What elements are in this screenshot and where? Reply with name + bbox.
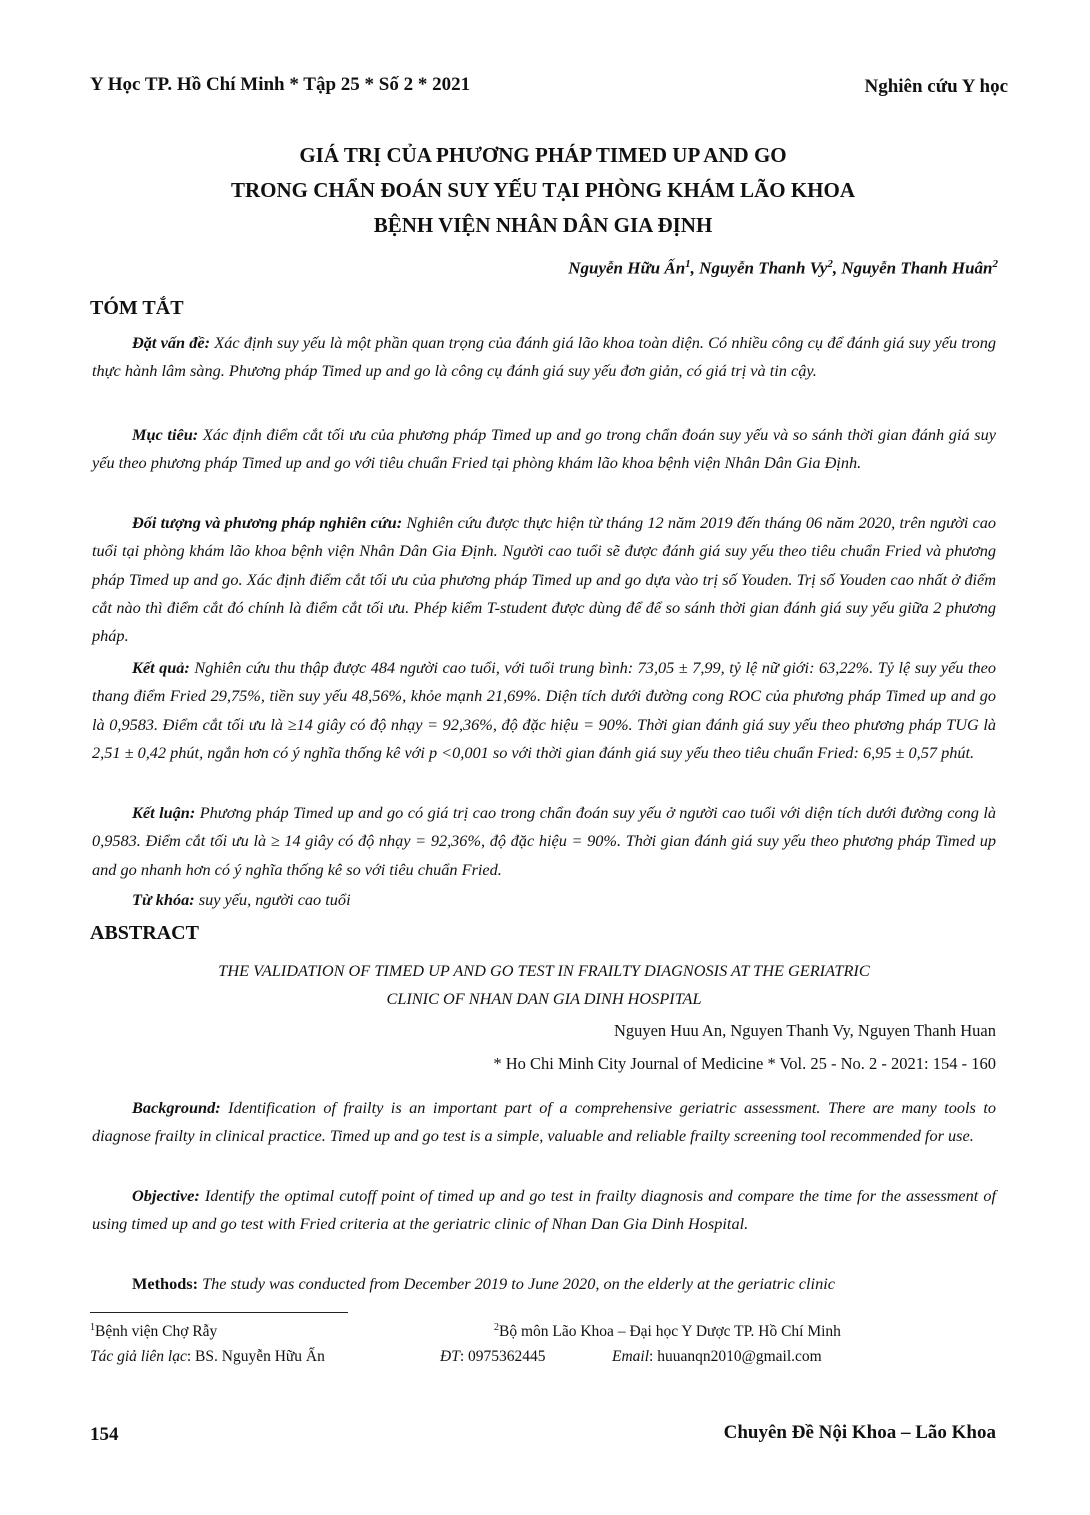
- paragraph-text: Xác định suy yếu là một phần quan trọng của đánh giá lão khoa toàn diện. Có nhiều công cụ để đánh giá suy yếu trong thực hành lâm sàng. Phương pháp Timed up and go là công cụ đánh giá suy yếu đơn giản, có giá trị và tin cậy.: [92, 333, 996, 381]
- paragraph-label: Kết luận:: [132, 803, 196, 822]
- summary-objective: [92, 421, 996, 478]
- paragraph-text: The study was conducted from December 2019 to June 2020, on the elderly at the geriatric clinic: [198, 1274, 835, 1293]
- article-title: [90, 138, 996, 243]
- paragraph-label: Đối tượng và phương pháp nghiên cứu:: [132, 513, 403, 532]
- author-3: Nguyễn Thanh Huân: [841, 258, 993, 278]
- summary-methods: [92, 509, 996, 650]
- summary-background: [92, 329, 996, 386]
- paragraph-label: Đặt vấn đề:: [132, 333, 211, 352]
- footnote-text: Bộ môn Lão Khoa – Đại học Y Dược TP. Hồ Chí Minh: [499, 1323, 841, 1341]
- footnote-affiliation-2: [494, 1322, 841, 1341]
- english-title-line-2: CLINIC OF NHAN DAN GIA DINH HOSPITAL: [386, 989, 702, 1008]
- footnote-text: Bệnh viện Chợ Rẫy: [95, 1323, 218, 1341]
- title-line-1: GIÁ TRỊ CỦA PHƯƠNG PHÁP TIMED UP AND GO: [299, 143, 787, 167]
- author-1: Nguyễn Hữu Ấn: [568, 258, 686, 278]
- title-line-3: BỆNH VIỆN NHÂN DÂN GIA ĐỊNH: [373, 213, 713, 237]
- paragraph-text: Nghiên cứu thu thập được 484 người cao tuổi, với tuổi trung bình: 73,05 ± 7,99, tỷ lệ nữ giới: 63,22%. Tỷ lệ suy yếu theo thang điểm Fried 29,75%, tiền suy yếu 48,56%, khỏe mạnh 21,69%. Diện tích dưới đường cong ROC của phương pháp Timed up and go là 0,9583. Điểm cắt tối ưu là ≥14 giây có độ nhạy = 92,36%, độ đặc hiệu = 90%. Thời gian đánh giá suy yếu theo phương pháp TUG là 2,51 ± 0,42 phút, ngắn hơn có ý nghĩa thống kê với p <0,001 so với thời gian đánh giá suy yếu theo tiêu chuẩn Fried: 6,95 ± 0,57 phút.: [92, 658, 996, 762]
- citation: * Ho Chi Minh City Journal of Medicine * Vol. 25 - No. 2 - 2021: 154 - 160: [493, 1054, 996, 1073]
- footnote-divider: [90, 1312, 348, 1313]
- abstract-heading: ABSTRACT: [90, 922, 199, 944]
- footnote-phone: [440, 1348, 546, 1366]
- running-header-journal: Y Học TP. Hồ Chí Minh * Tập 25 * Số 2 * 2021: [90, 74, 471, 95]
- paragraph-label: Background:: [132, 1098, 221, 1117]
- author-3-affiliation: 2: [992, 258, 998, 270]
- paragraph-label: Mục tiêu:: [132, 425, 199, 444]
- phone-label: ĐT: [440, 1348, 460, 1365]
- summary-keywords: [92, 886, 996, 914]
- footnote-affiliation-1: [90, 1322, 217, 1341]
- paragraph-text: Xác định điểm cắt tối ưu của phương pháp Timed up and go trong chẩn đoán suy yếu và so sánh thời gian đánh giá suy yếu theo phương pháp Timed up and go với tiêu chuẩn Fried tại phòng khám lão khoa bệnh viện Nhân Dân Gia Định.: [92, 425, 996, 473]
- english-title-line-1: THE VALIDATION OF TIMED UP AND GO TEST IN FRAILTY DIAGNOSIS AT THE GERIATRIC: [218, 961, 870, 980]
- paragraph-label: Kết quả:: [132, 658, 190, 677]
- abstract-objective: [92, 1182, 996, 1239]
- phone-number: : 0975362445: [459, 1348, 546, 1365]
- page-number: 154: [90, 1424, 119, 1445]
- abstract-methods: [92, 1270, 996, 1298]
- paragraph-text: suy yếu, người cao tuổi: [194, 890, 351, 909]
- paragraph-text: Identify the optimal cutoff point of timed up and go test in frailty diagnosis and compare the time for the assessment of using timed up and go test with Fried criteria at the geriatric clinic of Nhan Dan Gia Dinh Hospital.: [92, 1186, 996, 1234]
- english-authors: Nguyen Huu An, Nguyen Thanh Vy, Nguyen Thanh Huan: [613, 1021, 996, 1040]
- contact-label: Tác giả liên lạc: [90, 1348, 187, 1365]
- running-header-section: Nghiên cứu Y học: [864, 76, 1008, 97]
- email-address: : huuanqn2010@gmail.com: [649, 1348, 822, 1365]
- paragraph-text: Phương pháp Timed up and go có giá trị cao trong chẩn đoán suy yếu ở người cao tuổi với diện tích dưới đường cong là 0,9583. Điểm cắt tối ưu là ≥ 14 giây có độ nhạy = 92,36%, độ đặc hiệu = 90%. Thời gian đánh giá suy yếu theo phương pháp Timed up and go nhanh hơn có ý nghĩa thống kê so với tiêu chuẩn Fried.: [92, 803, 996, 879]
- paragraph-text: Identification of frailty is an important part of a comprehensive geriatric assessment. There are many tools to diagnose frailty in clinical practice. Timed up and go test is a simple, valuable and reliable frailty screening tool recommended for use.: [92, 1098, 996, 1146]
- english-title: [92, 957, 996, 1013]
- author-2-affiliation: 2: [827, 258, 833, 270]
- contact-name: : BS. Nguyễn Hữu Ấn: [186, 1348, 325, 1365]
- abstract-background: [92, 1094, 996, 1151]
- author-separator: ,: [832, 258, 842, 278]
- author-separator: ,: [690, 258, 700, 278]
- footnote-marker: 2: [494, 1322, 499, 1333]
- title-line-2: TRONG CHẨN ĐOÁN SUY YẾU TẠI PHÒNG KHÁM LÃO KHOA: [230, 178, 855, 202]
- summary-results: [92, 654, 996, 767]
- email-label: Email: [612, 1348, 650, 1365]
- paragraph-label: Methods:: [132, 1274, 199, 1293]
- summary-heading: TÓM TẮT: [90, 297, 184, 319]
- footnote-contact: [90, 1348, 325, 1366]
- author-1-affiliation: 1: [685, 258, 691, 270]
- paragraph-text: Nghiên cứu được thực hiện từ tháng 12 năm 2019 đến tháng 06 năm 2020, trên người cao tuổi tại phòng khám lão khoa bệnh viện Nhân Dân Gia Định. Người cao tuổi sẽ được đánh giá suy yếu theo tiêu chuẩn Fried và phương pháp Timed up and go. Xác định điểm cắt tối ưu của phương pháp Timed up and go dựa vào trị số Youden. Trị số Youden cao nhất ở điểm cắt nào thì điểm cắt đó chính là điểm cắt tối ưu. Phép kiểm T-student được dùng để để so sánh thời gian đánh giá suy yếu giữa 2 phương pháp.: [92, 513, 996, 646]
- author-2: Nguyễn Thanh Vy: [699, 258, 828, 278]
- footnote-email: [612, 1348, 822, 1366]
- paragraph-label: Từ khóa:: [132, 890, 195, 909]
- footnote-marker: 1: [90, 1322, 95, 1333]
- running-footer-section: Chuyên Đề Nội Khoa – Lão Khoa: [723, 1422, 996, 1443]
- paragraph-label: Objective:: [132, 1186, 200, 1205]
- author-list: [568, 258, 998, 279]
- summary-conclusion: [92, 799, 996, 884]
